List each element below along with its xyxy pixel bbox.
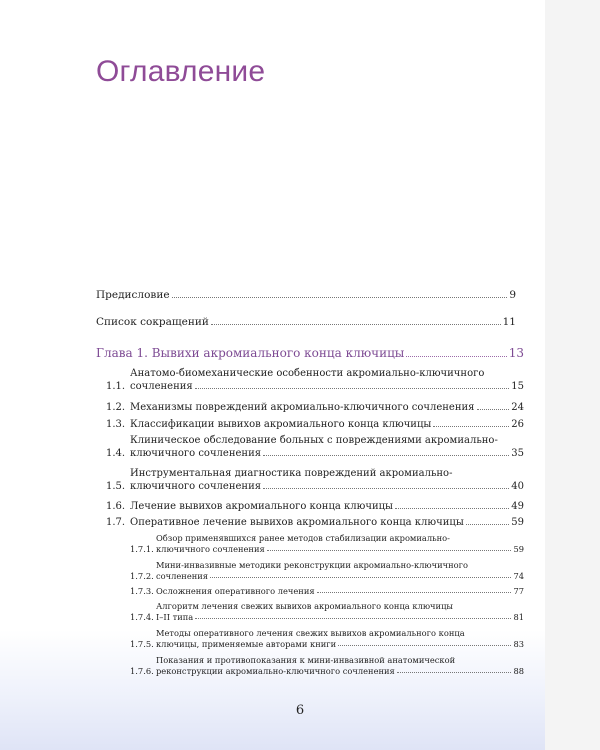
toc-entry-number: 1.4. — [106, 448, 126, 459]
toc-entry-page: 11 — [502, 316, 516, 328]
toc-entry-number: 1.7.1. — [130, 544, 154, 554]
page-title: Оглавление — [96, 55, 266, 88]
toc-entry[interactable] — [106, 434, 524, 460]
dot-leader — [195, 388, 510, 389]
toc-entry-page: 35 — [511, 448, 524, 459]
dot-leader — [263, 455, 509, 456]
dot-leader — [263, 488, 509, 489]
toc-entry-title: Оперативное лечение вывихов акромиального конца ключицы — [130, 517, 464, 528]
toc-entry-title-cont: сочленения — [156, 571, 209, 581]
toc-entry-title: Методы оперативного лечения свежих вывихов акромиального конца — [156, 628, 465, 638]
dot-leader — [433, 426, 509, 427]
toc-entry-number: 1.7.2. — [130, 571, 154, 581]
toc-entry-page: 59 — [513, 544, 524, 554]
toc-entry-title-cont: сочленения — [130, 381, 193, 392]
dot-leader — [466, 524, 509, 525]
dot-leader — [395, 508, 509, 509]
toc-entry-number: 1.3. — [106, 419, 126, 430]
dot-leader — [406, 356, 506, 357]
toc-entry-number: 1.6. — [106, 501, 126, 512]
toc-entry-title: Анатомо-биомеханические особенности акромиально-ключичного — [130, 368, 485, 379]
dot-leader — [211, 324, 501, 325]
toc-entry-number: 1.7.3. — [130, 586, 154, 596]
toc-entry-number: 1.2. — [106, 402, 126, 413]
toc-entry-title: Показания и противопоказания к мини-инвазивной анатомической — [156, 655, 456, 665]
toc-entry-title-cont: реконструкции акромиально-ключичного сочленения — [156, 666, 395, 676]
toc-entry-number: 1.1. — [106, 381, 126, 392]
dot-leader — [317, 592, 512, 593]
toc-subentry[interactable] — [130, 533, 524, 555]
toc-subentry[interactable] — [130, 586, 524, 597]
toc-entry-page: 40 — [511, 481, 524, 492]
page-number: 6 — [295, 703, 305, 718]
dot-leader — [397, 672, 512, 673]
toc-entry-number: 1.5. — [106, 481, 126, 492]
toc-entry-title: Предисловие — [96, 289, 170, 301]
toc-entry-number: 1.7.4. — [130, 612, 154, 622]
toc-entry-title: Классификации вывихов акромиального конца ключицы — [130, 419, 432, 430]
toc-entry-page: 26 — [511, 419, 524, 430]
toc-entry-title: Список сокращений — [96, 316, 209, 328]
toc-entry-page: 49 — [511, 501, 524, 512]
toc-entry-title: Осложнения оперативного лечения — [156, 586, 315, 596]
toc-entry[interactable] — [96, 315, 516, 329]
toc-subentry[interactable] — [130, 601, 524, 623]
toc-entry[interactable] — [106, 418, 524, 431]
toc-entry[interactable] — [106, 516, 524, 529]
toc-entry-page: 24 — [511, 402, 524, 413]
toc-entry-title-cont: I–II типа — [156, 612, 194, 622]
toc-entry-title: Алгоритм лечения свежих вывихов акромиального конца ключицы — [156, 601, 454, 611]
toc-entry-title: Механизмы повреждений акромиально-ключичного сочленения — [130, 402, 475, 413]
toc-entry-title: Мини-инвазивные методики реконструкции акромиально-ключичного — [156, 560, 469, 570]
toc-chapter-entry[interactable] — [96, 346, 524, 361]
toc-subentry[interactable] — [130, 560, 524, 582]
toc-entry-title: Лечение вывихов акромиального конца ключицы — [130, 501, 394, 512]
toc-entry[interactable] — [96, 288, 516, 302]
toc-entry-number: 1.7.5. — [130, 639, 154, 649]
toc-entry[interactable] — [106, 367, 524, 393]
dot-leader — [172, 297, 508, 298]
dot-leader — [338, 645, 511, 646]
toc-subentry[interactable] — [130, 655, 524, 677]
toc-entry-title: Клиническое обследование больных с повреждениями акромиально- — [130, 435, 498, 446]
toc-entry-page: 15 — [511, 381, 524, 392]
toc-entry-title-cont: ключицы, применяемые авторами книги — [156, 639, 337, 649]
toc-entry-page: 13 — [508, 346, 524, 360]
dot-leader — [210, 577, 511, 578]
toc-entry-page: 83 — [513, 639, 524, 649]
toc-entry-title-cont: ключичного сочленения — [156, 544, 265, 554]
toc-subentry[interactable] — [130, 628, 524, 650]
toc-entry[interactable] — [106, 467, 524, 493]
dot-leader — [267, 550, 512, 551]
toc-entry-title: Инструментальная диагностика повреждений акромиально- — [130, 468, 453, 479]
toc-entry[interactable] — [106, 401, 524, 414]
toc-entry-page: 81 — [513, 612, 524, 622]
toc-entry-title-cont: ключичного сочленения — [130, 481, 262, 492]
toc-entry-title: Обзор применявшихся ранее методов стабилизации акромиально- — [156, 533, 450, 543]
dot-leader — [195, 618, 511, 619]
toc-entry-page: 88 — [513, 666, 524, 676]
toc-entry-number: 1.7. — [106, 517, 126, 528]
dot-leader — [477, 409, 510, 410]
toc-entry-title: Глава 1. Вывихи акромиального конца ключицы — [96, 346, 405, 360]
toc-entry-page: 9 — [509, 289, 516, 301]
toc-entry-title-cont: ключичного сочленения — [130, 448, 262, 459]
toc-entry-number: 1.7.6. — [130, 666, 154, 676]
toc-entry-page: 59 — [511, 517, 524, 528]
toc-entry[interactable] — [106, 500, 524, 513]
toc-entry-page: 74 — [513, 571, 524, 581]
toc-entry-page: 77 — [513, 586, 524, 596]
